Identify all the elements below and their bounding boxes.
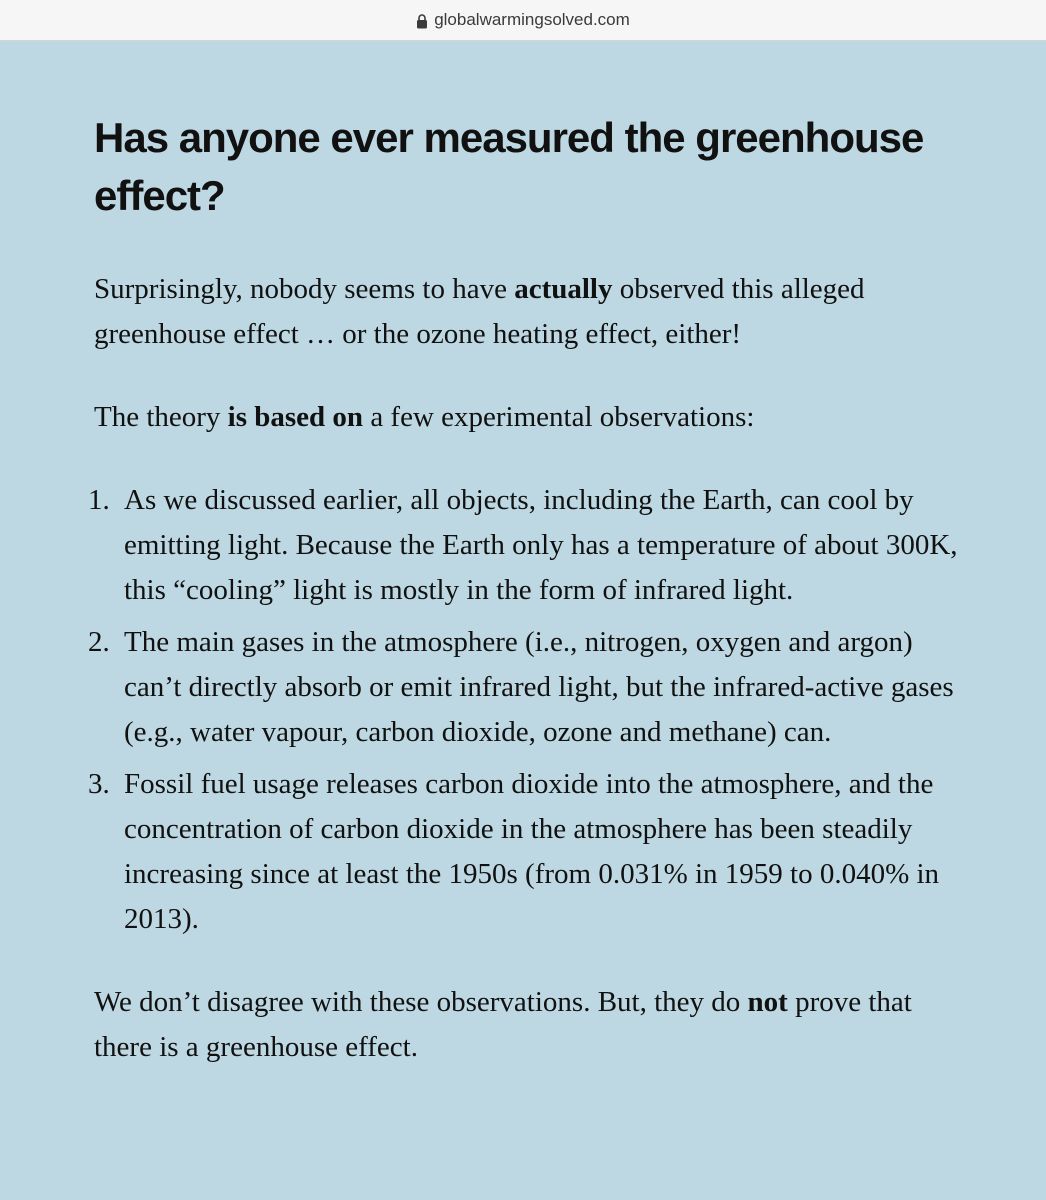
list-item-number: 2. xyxy=(88,626,110,658)
conclusion-paragraph xyxy=(94,980,974,1070)
intro-text-before: Surprisingly, nobody seems to have xyxy=(94,273,515,305)
list-item-number: 3. xyxy=(88,768,110,800)
list-item-text: Fossil fuel usage releases carbon dioxide into the atmosphere, and the concentration of carbon dioxide in the atmosphere has been steadily increasing since at least the 1950s (from 0.031% in 1959 to 0.040% in 2013). xyxy=(124,768,940,935)
page-content xyxy=(0,41,1046,1200)
article-title: Has anyone ever measured the greenhouse effect? xyxy=(94,114,924,219)
observations-list xyxy=(88,478,974,942)
list-item-text: The main gases in the atmosphere (i.e., nitrogen, oxygen and argon) can’t directly absorb or emit infrared light, but the infrared-active gases (e.g., water vapour, carbon dioxide, ozone and methane) can. xyxy=(124,626,954,748)
basis-text-after: a few experimental observations: xyxy=(363,401,755,433)
basis-paragraph xyxy=(94,395,974,440)
basis-text-bold: is based on xyxy=(227,401,364,433)
list-item xyxy=(88,762,974,942)
list-item-text: As we discussed earlier, all objects, including the Earth, can cool by emitting light. Because the Earth only has a temperature of about 300K, this “cooling” light is mostly in the form of infrared light. xyxy=(124,484,958,606)
conclusion-text-before: We don’t disagree with these observations. But, they do xyxy=(94,986,748,1018)
list-item-number: 1. xyxy=(88,484,110,516)
intro-text-bold: actually xyxy=(514,273,613,305)
intro-text-after: observed this alleged greenhouse effect … or the ozone heating effect, either! xyxy=(94,273,865,350)
list-item xyxy=(88,620,974,755)
url-text: globalwarmingsolved.com xyxy=(434,10,630,29)
list-item xyxy=(88,478,974,613)
address-bar[interactable] xyxy=(0,0,1046,41)
article xyxy=(88,109,974,1070)
conclusion-text-after: prove that there is a greenhouse effect. xyxy=(94,986,912,1063)
intro-paragraph xyxy=(94,267,974,357)
basis-text-before: The theory xyxy=(94,401,228,433)
lock-icon xyxy=(416,14,428,29)
conclusion-text-bold: not xyxy=(747,986,788,1018)
